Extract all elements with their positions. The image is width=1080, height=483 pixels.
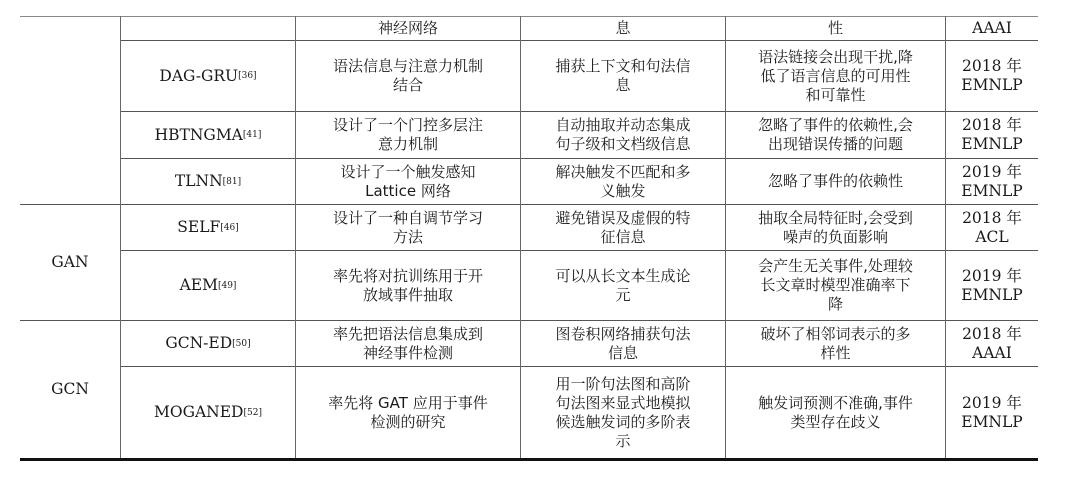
group-gcn: GCN <box>51 380 89 398</box>
advantage-cell: 图卷积网络捕获句法 信息 <box>555 324 691 362</box>
year-cell: 2019 年 EMNLP <box>961 266 1023 304</box>
advantage-cell: 解决触发不匹配和多 义触发 <box>555 162 691 200</box>
model-cell: HBTNGMA [41] <box>154 125 262 144</box>
advantage-cell: 用一阶句法图和高阶 句法图来显式地模拟 候选触发词的多阶表 示 <box>555 374 691 450</box>
year-cell: 2019 年 EMNLP <box>961 162 1023 200</box>
model-cell: TLNN [81] <box>174 172 242 190</box>
limitation-cell: 语法链接会出现干扰,降 低了语言信息的可用性 和可靠性 <box>758 47 913 104</box>
model-cell: SELF [46] <box>177 218 239 236</box>
year-cell: 2018 年 ACL <box>962 208 1022 246</box>
year-cell: 2018 年 AAAI <box>962 324 1022 362</box>
header-info: 息 <box>615 19 631 37</box>
header-prop: 性 <box>827 19 843 37</box>
year-cell: 2018 年 EMNLP <box>961 57 1023 94</box>
model-cell: GCN-ED [50] <box>165 334 251 352</box>
method-cell: 率先将对抗训练用于开 放域事件抽取 <box>332 266 483 304</box>
limitation-cell: 忽略了事件的依赖性,会 出现错误传播的问题 <box>758 116 913 153</box>
limitation-cell: 抽取全局特征时,会受到 噪声的负面影响 <box>758 208 913 246</box>
group-gan: GAN <box>51 253 89 271</box>
method-cell: 设计了一个触发感知 Lattice 网络 <box>340 162 476 200</box>
advantage-cell: 捕获上下文和句法信 息 <box>555 57 691 94</box>
method-cell: 率先将 GAT 应用于事件 检测的研究 <box>328 393 488 431</box>
method-cell: 率先把语法信息集成到 神经事件检测 <box>332 324 483 362</box>
method-cell: 设计了一个门控多层注 意力机制 <box>332 116 483 153</box>
advantage-cell: 避免错误及虚假的特 征信息 <box>555 208 691 246</box>
bottom-rule <box>20 458 1038 461</box>
model-cell: DAG-GRU [36] <box>159 66 257 85</box>
limitation-cell: 忽略了事件的依赖性 <box>767 172 903 190</box>
year-cell: 2019 年 EMNLP <box>961 393 1023 431</box>
model-cell: AEM [49] <box>179 276 237 294</box>
header-nn: 神经网络 <box>377 19 438 37</box>
method-cell: 语法信息与注意力机制 结合 <box>332 57 483 94</box>
year-cell: 2018 年 EMNLP <box>961 116 1023 153</box>
limitation-cell: 会产生无关事件,处理较 长文章时模型准确率下 降 <box>758 257 913 313</box>
limitation-cell: 触发词预测不准确,事件 类型存在歧义 <box>758 393 913 431</box>
header-year: AAAI <box>972 19 1012 37</box>
method-cell: 设计了一种自调节学习 方法 <box>332 208 483 246</box>
advantage-cell: 可以从长文本生成论 元 <box>555 266 691 304</box>
limitation-cell: 破坏了相邻词表示的多 样性 <box>760 324 911 362</box>
advantage-cell: 自动抽取并动态集成 句子级和文档级信息 <box>555 116 691 153</box>
model-cell: MOGANED [52] <box>154 403 262 421</box>
